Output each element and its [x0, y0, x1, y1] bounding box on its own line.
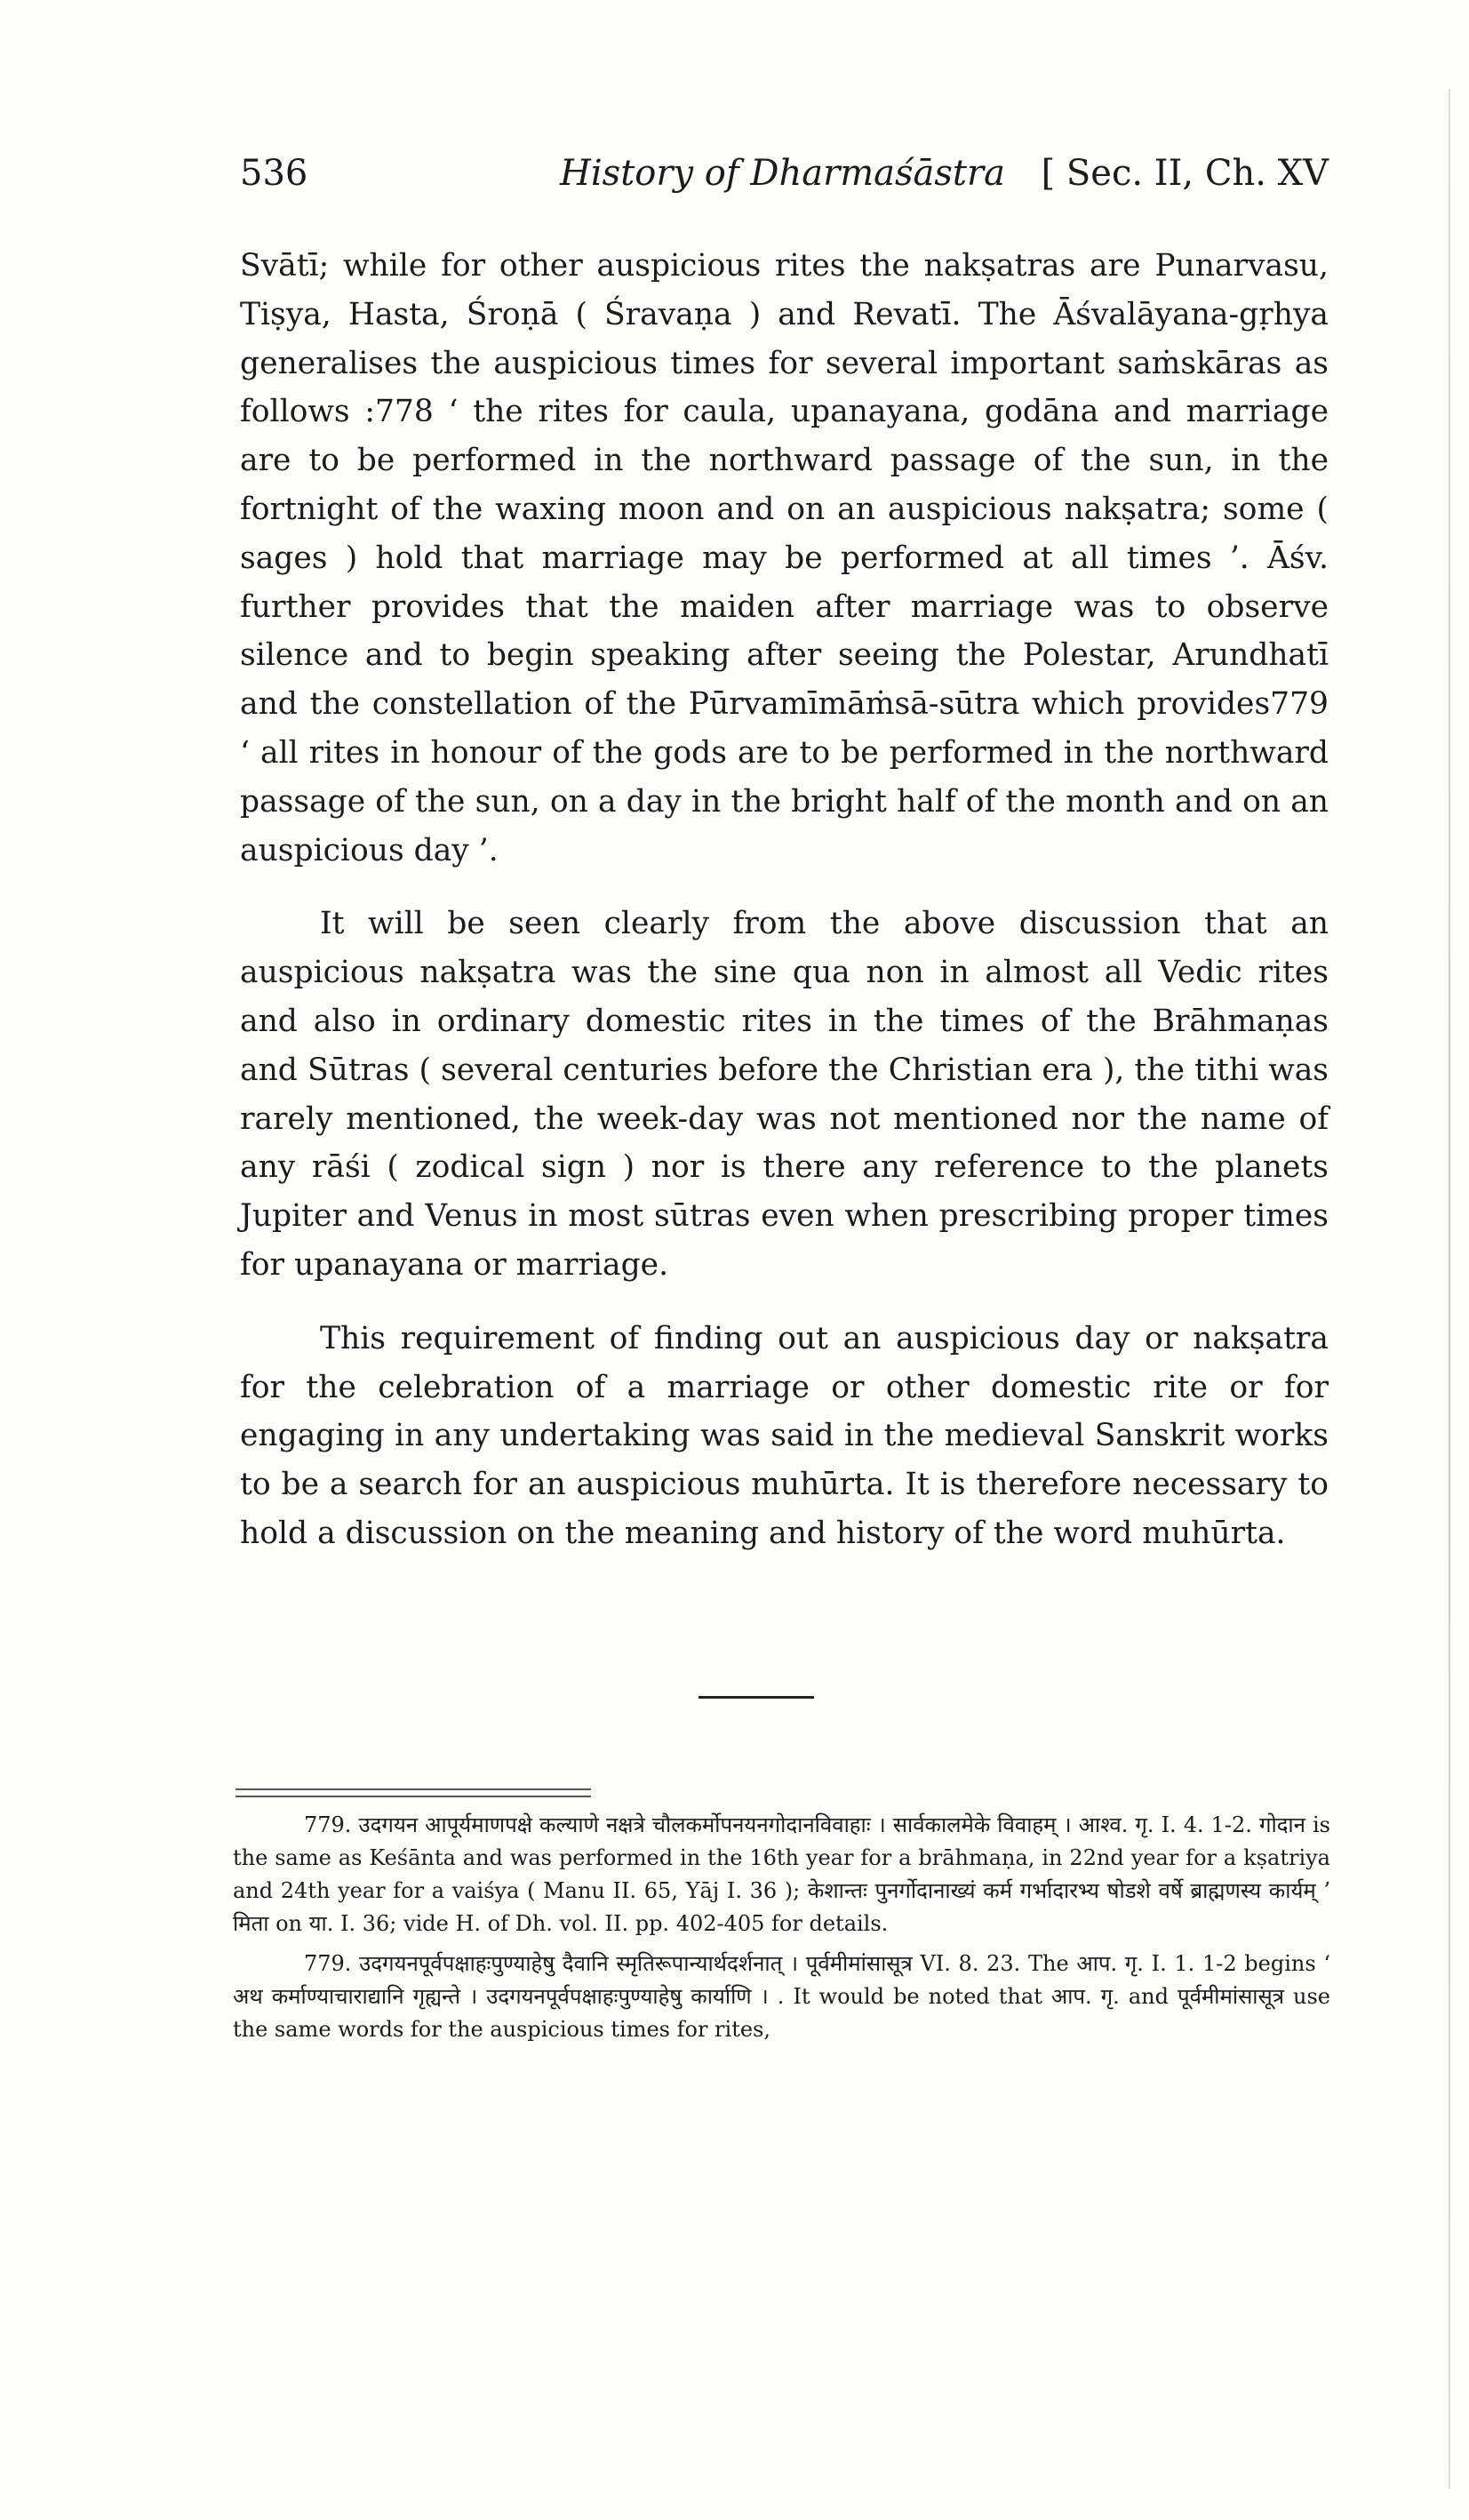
- section-divider: [699, 1696, 814, 1699]
- footnote-rule: [236, 1788, 591, 1797]
- page-header: [240, 153, 1329, 206]
- paragraph-3: This requirement of finding out an auspicious day or nakṣatra for the celebration of a marriage or other domestic rite or for engaging in any undertaking was said in the medieval Sanskrit works to be a search for an auspicious muhūrta. It is therefore necessary to hold a discussion on the meaning and history of the word muhūrta.: [240, 1320, 1329, 1551]
- footnote-779: 779. उदगयनपूर्वपक्षाहःपुण्याहेषु दैवानि स्मृतिरूपान्यार्थदर्शनात् । पूर्वमीमांसासूत्र VI. 8. 23. The आप. गृ. I. 1. 1-2 begins ‘ अथ कर्माण्याचाराद्यानि गृह्यन्ते । उदगयनपूर्वपक्षाहःपुण्याहेषु कार्याणि । . It would be noted that आप. गृ. and पूर्वमीमांसासूत्र use the same words for the auspicious times for rites,: [233, 1951, 1330, 2042]
- paragraph-1: Svātī; while for other auspicious rites the nakṣatras are Punarvasu, Tiṣya, Hasta, Śroṇā ( Śravaṇa ) and Revatī. The Āśvalāyana-gṛhya generalises the auspicious times for several important saṁskāras as follows :778 ‘ the rites for caula, upanayana, godāna and marriage are to be performed in the northward passage of the sun, in the fortnight of the waxing moon and on an auspicious nakṣatra; some ( sages ) hold that marriage may be performed at all times ’. Āśv. further provides that the maiden after marriage was to observe silence and to begin speaking after seeing the Polestar, Arundhatī and the constellation of the Pūrvamīmāṁsā-sūtra which provides779 ‘ all rites in honour of the gods are to be performed in the northward passage of the sun, on a day in the bright half of the month and on an auspicious day ’.: [240, 248, 1329, 868]
- running-title: History of Dharmaśāstra: [560, 153, 1005, 194]
- footnotes: [233, 1809, 1330, 2046]
- paragraph-2: It will be seen clearly from the above discussion that an auspicious nakṣatra was the sine qua non in almost all Vedic rites and also in ordinary domestic rites in the times of the Brāhmaṇas and Sūtras ( several centuries before the Christian era ), the tithi was rarely mentioned, the week-day was not mentioned nor the name of any rāśi ( zodical sign ) nor is there any reference to the planets Jupiter and Venus in most sūtras even when prescribing proper times for upanayana or marriage.: [240, 906, 1329, 1283]
- main-text: [240, 242, 1329, 1558]
- page-edge-shadow: [1449, 89, 1450, 2489]
- section-info: [ Sec. II, Ch. XV: [1041, 153, 1329, 194]
- page-number: 536: [240, 153, 308, 194]
- footnote-778: 779. उदगयन आपूर्यमाणपक्षे कल्याणे नक्षत्रे चौलकर्मोपनयनगोदानविवाहाः । सार्वकालमेके विवाहम् । आश्व. गृ. I. 4. 1-2. गोदान is the same as Keśānta and was performed in the 16th year for a brāhmaṇa, in 22nd year for a kṣatriya and 24th year for a vaiśya ( Manu II. 65, Yāj I. 36 ); केशान्तः पुनर्गोदानाख्यं कर्म गर्भादारभ्य षोडशे वर्षे ब्राह्मणस्य कार्यम् ’ मिता on या. I. 36; vide H. of Dh. vol. II. pp. 402-405 for details.: [233, 1812, 1330, 1936]
